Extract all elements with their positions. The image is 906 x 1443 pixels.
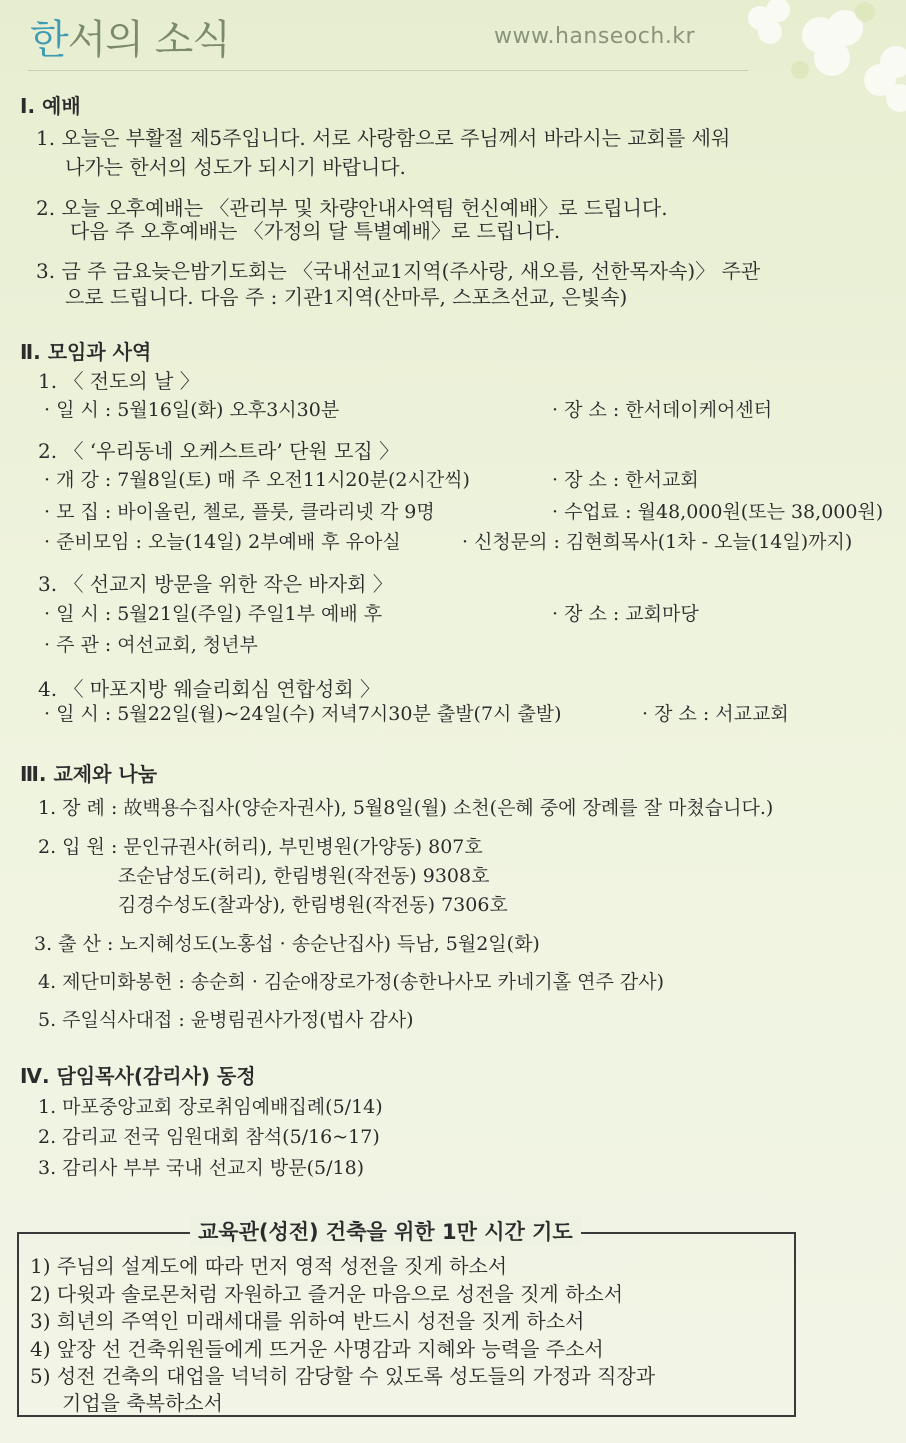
- list-item: 2. 입 원 : 문인규권사(허리), 부민병원(가양동) 807호: [38, 836, 483, 858]
- list-item: · 일 시 : 5월21일(주일) 주일1부 예배 후: [44, 603, 383, 625]
- newsletter-header: [0, 0, 906, 80]
- list-item: 1. 마포중앙교회 장로취임예배집례(5/14): [38, 1096, 383, 1118]
- list-item: 1. 〈 전도의 날 〉: [38, 369, 200, 393]
- list-item: 3. 출 산 : 노지혜성도(노홍섭 · 송순난집사) 득남, 5월2일(화): [34, 933, 540, 955]
- list-item: 1. 오늘은 부활절 제5주입니다. 서로 사랑함으로 주님께서 바라시는 교회를 세워: [36, 126, 731, 150]
- list-item: 2. 오늘 오후예배는 〈관리부 및 차량안내사역팀 헌신예배〉로 드립니다.: [36, 196, 668, 220]
- prayer-title: 교육관(성전) 건축을 위한 1만 시간 기도: [190, 1216, 581, 1246]
- prayer-item: 2) 다윗과 솔로몬처럼 자원하고 즐거운 마음으로 성전을 짓게 하소서: [30, 1282, 624, 1306]
- newsletter-logo: 한서의 소식: [30, 17, 230, 63]
- list-item: 4. 〈 마포지방 웨슬리회심 연합성회 〉: [38, 677, 381, 701]
- list-item: 2. 〈 ‘우리동네 오케스트라’ 단원 모집 〉: [38, 439, 400, 463]
- list-item: 다음 주 오후예배는 〈가정의 달 특별예배〉로 드립니다.: [70, 219, 561, 243]
- website-url[interactable]: www.hanseoch.kr: [494, 24, 696, 49]
- list-item: 으로 드립니다. 다음 주 : 기관1지역(산마루, 스포츠선교, 은빛속): [65, 285, 628, 309]
- list-item: · 일 시 : 5월16일(화) 오후3시30분: [44, 399, 340, 421]
- list-item: 나가는 한서의 성도가 되시기 바랍니다.: [65, 155, 406, 179]
- prayer-item: 3) 희년의 주역인 미래세대를 위하여 반드시 성전을 짓게 하소서: [30, 1309, 585, 1333]
- section-title-worship: Ⅰ. 예배: [20, 94, 81, 118]
- list-item: 4. 제단미화봉헌 : 송순희 · 김순애장로가정(송한나사모 카네기홀 연주 감사): [38, 971, 664, 993]
- list-item: 조순남성도(허리), 한림병원(작전동) 9308호: [118, 865, 490, 887]
- list-item: 3. 감리사 부부 국내 선교지 방문(5/18): [38, 1157, 365, 1179]
- list-item: · 장 소 : 교회마당: [552, 603, 699, 625]
- list-item: · 일 시 : 5월22일(월)~24일(수) 저녁7시30분 출발(7시 출발): [44, 703, 562, 725]
- list-item: · 수업료 : 월48,000원(또는 38,000원): [552, 501, 884, 523]
- list-item: 1. 장 례 : 故백용수집사(양순자권사), 5월8일(월) 소천(은혜 중에 장례를 잘 마쳤습니다.): [38, 797, 774, 819]
- list-item: · 모 집 : 바이올린, 첼로, 플룻, 클라리넷 각 9명: [44, 501, 435, 523]
- prayer-item: 5) 성전 건축의 대업을 넉넉히 감당할 수 있도록 성도들의 가정과 직장과: [30, 1364, 656, 1388]
- list-item: · 장 소 : 한서교회: [552, 469, 699, 491]
- list-item: · 준비모임 : 오늘(14일) 2부예배 후 유아실: [44, 531, 401, 553]
- section-title-pastor: Ⅳ. 담임목사(감리사) 동정: [20, 1064, 256, 1088]
- list-item: 5. 주일식사대접 : 윤병림권사가정(법사 감사): [38, 1009, 414, 1031]
- list-item: · 주 관 : 여선교회, 청년부: [44, 634, 258, 656]
- prayer-item: 4) 앞장 선 건축위원들에게 뜨거운 사명감과 지혜와 능력을 주소서: [30, 1337, 604, 1361]
- list-item: · 개 강 : 7월8일(토) 매 주 오전11시20분(2시간씩): [44, 469, 470, 491]
- list-item: · 장 소 : 서교교회: [642, 703, 789, 725]
- section-title-fellowship: Ⅲ. 교제와 나눔: [20, 762, 158, 786]
- section-title-meetings: Ⅱ. 모임과 사역: [20, 340, 152, 364]
- header-divider: [28, 70, 748, 71]
- list-item: · 신청문의 : 김현희목사(1차 - 오늘(14일)까지): [462, 531, 853, 553]
- list-item: 김경수성도(찰과상), 한림병원(작전동) 7306호: [118, 894, 508, 916]
- list-item: 2. 감리교 전국 임원대회 참석(5/16~17): [38, 1126, 380, 1148]
- list-item: 3. 〈 선교지 방문을 위한 작은 바자회 〉: [38, 572, 393, 596]
- list-item: 3. 금 주 금요늦은밤기도회는 〈국내선교1지역(주사랑, 새오름, 선한목자속)〉 주관: [36, 259, 761, 283]
- list-item: · 장 소 : 한서데이케어센터: [552, 399, 773, 421]
- prayer-item: 1) 주님의 설계도에 따라 먼저 영적 성전을 짓게 하소서: [30, 1254, 508, 1278]
- prayer-item: 기업을 축복하소서: [62, 1391, 223, 1415]
